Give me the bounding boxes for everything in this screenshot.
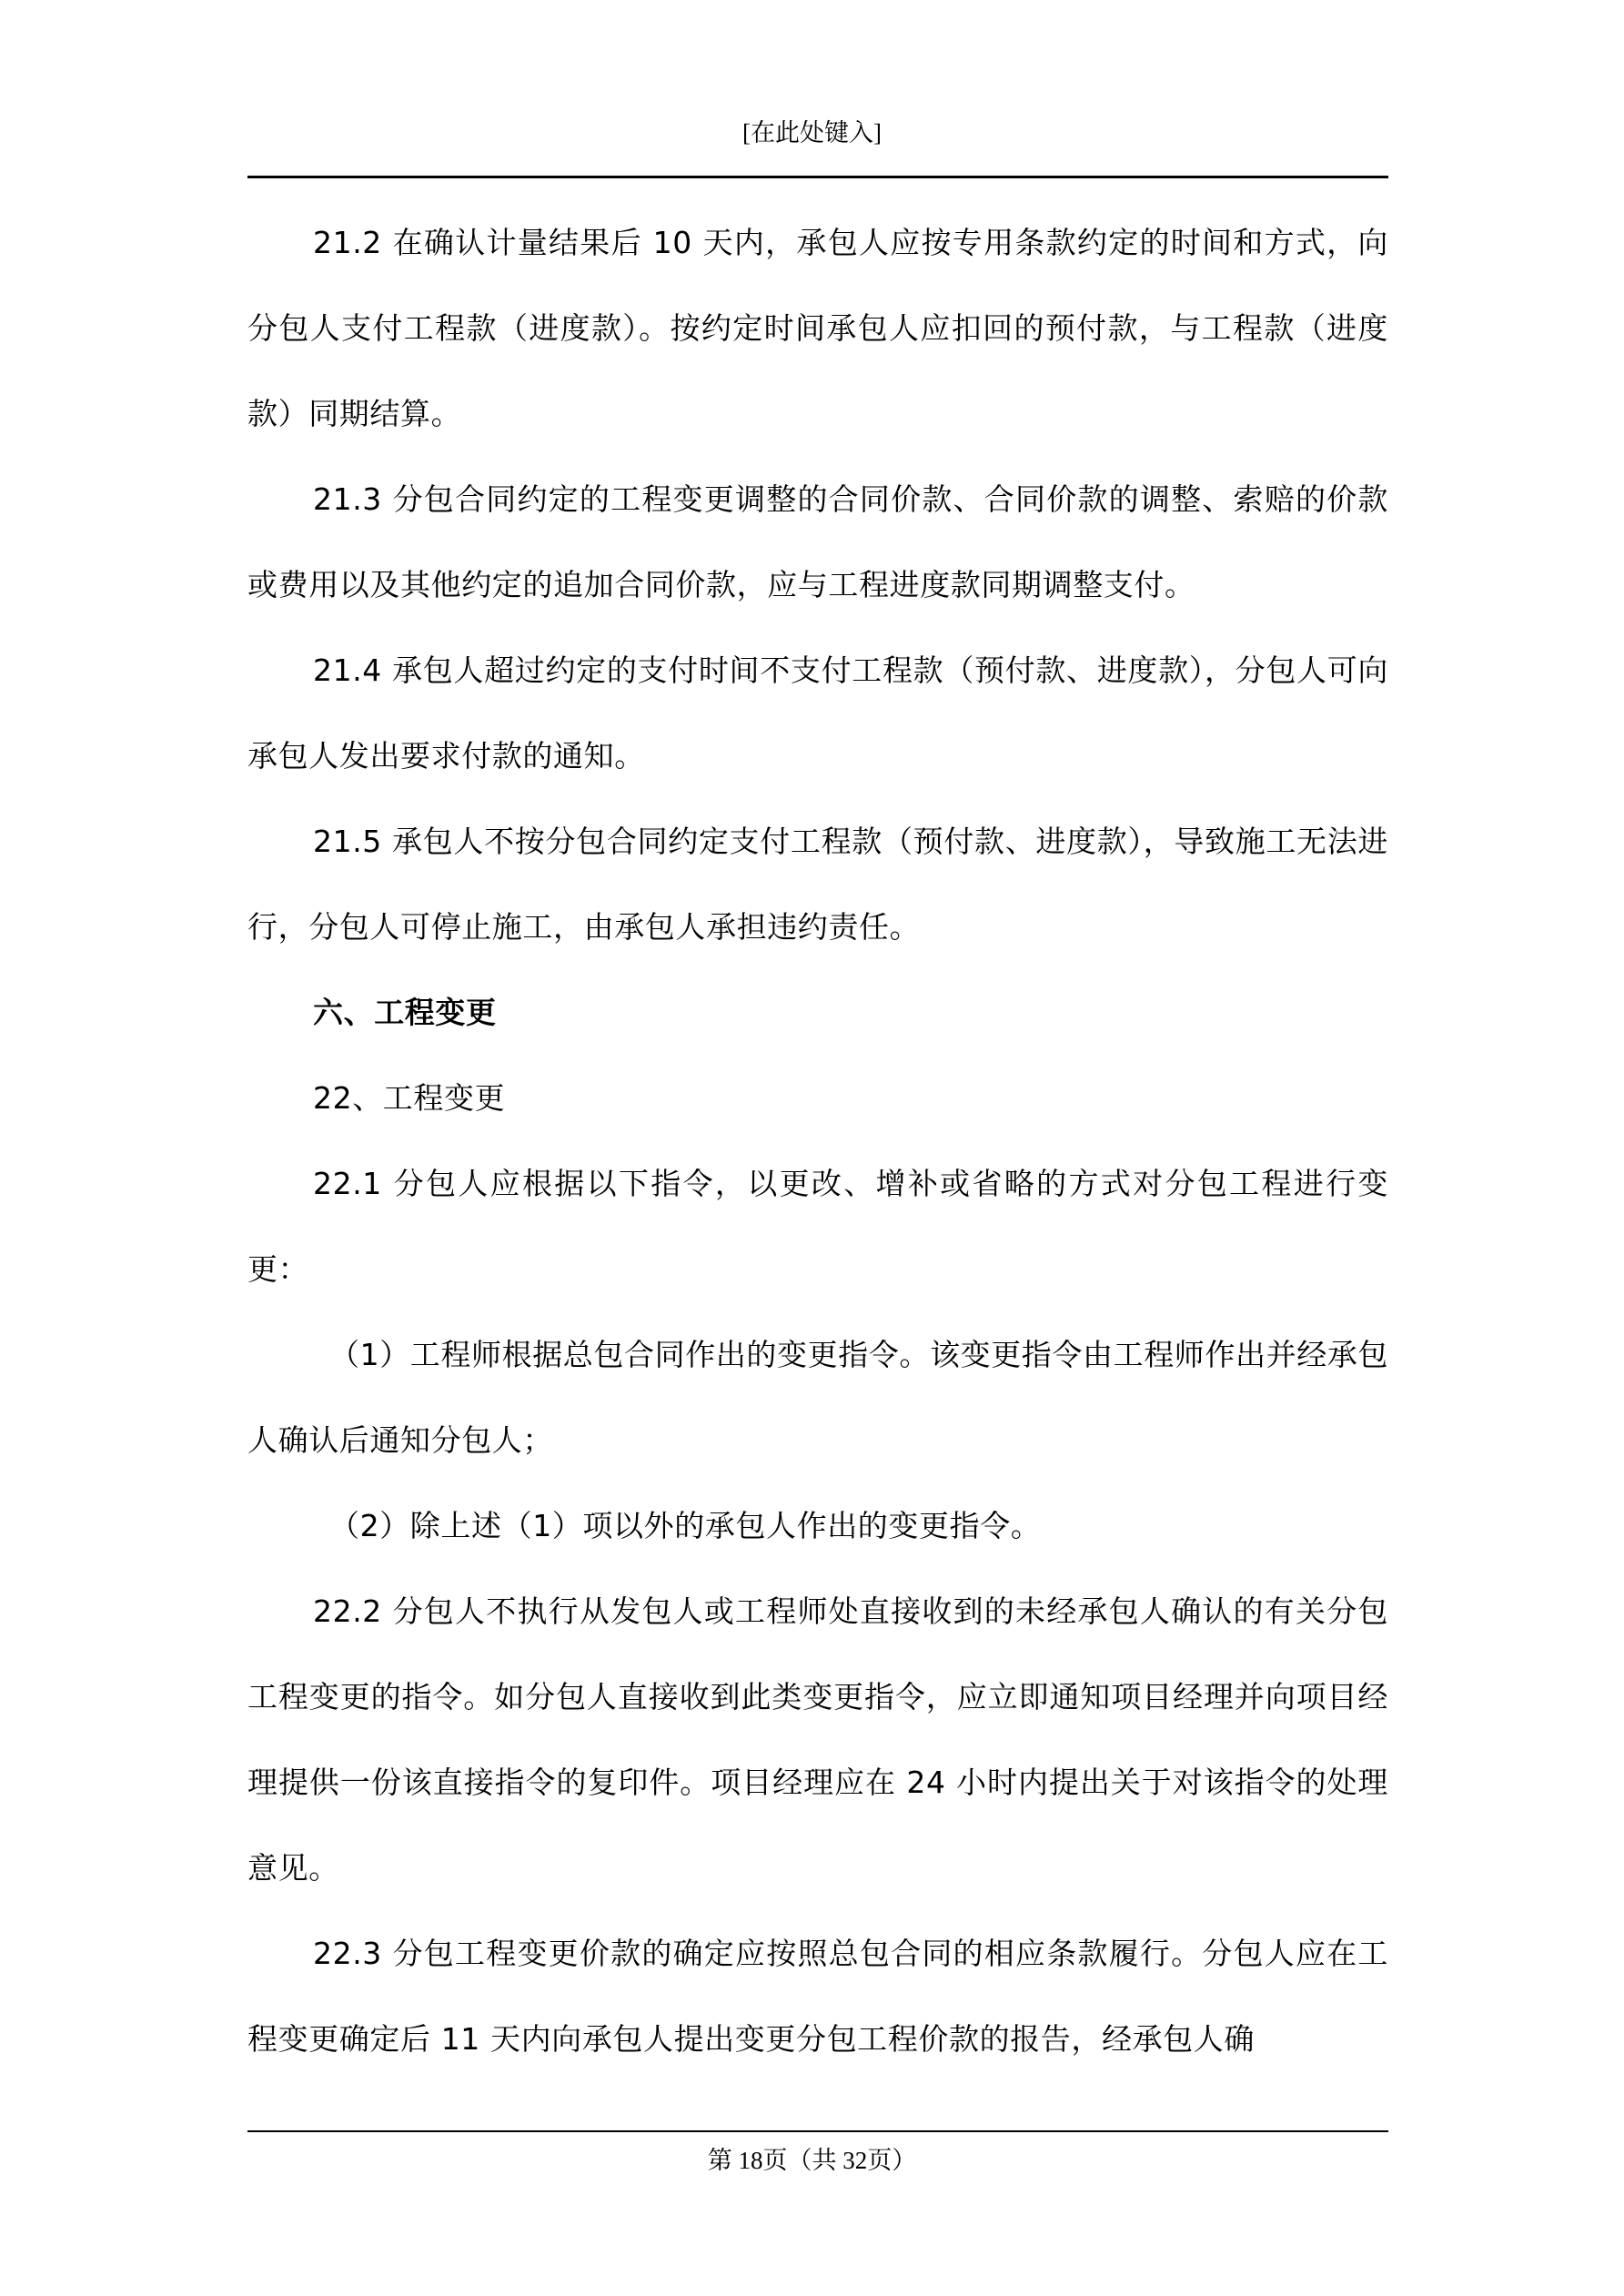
page-number: 第 18页（共 32页）: [707, 2147, 917, 2174]
footer-divider: [247, 2130, 1388, 2132]
list-item-2: （2）除上述（1）项以外的承包人作出的变更指令。: [329, 1508, 1042, 1543]
header-divider: [247, 176, 1388, 178]
paragraph-22-3: 22.3 分包工程变更价款的确定应按照总包合同的相应条款履行。分包人应在工程变更确定后 11 天内向承包人提出变更分包工程价款的报告，经承包人确: [247, 1936, 1388, 2057]
section-heading: 六、工程变更: [313, 995, 497, 1030]
paragraph-21-5: 21.5 承包人不按分包合同约定支付工程款（预付款、进度款），导致施工无法进行，分包人可停止施工，由承包人承担违约责任。: [247, 824, 1388, 945]
paragraph-21-3: 21.3 分包合同约定的工程变更调整的合同价款、合同价款的调整、索赔的价款或费用以及其他约定的追加合同价款，应与工程进度款同期调整支付。: [247, 481, 1388, 602]
clause-22-title: 22、工程变更: [313, 1080, 506, 1116]
paragraph-22-2: 22.2 分包人不执行从发包人或工程师处直接收到的未经承包人确认的有关分包工程变更的指令。如分包人直接收到此类变更指令，应立即通知项目经理并向项目经理提供一份该直接指令的复印件。项目经理应在 24 小时内提出关于对该指令的处理意见。: [247, 1593, 1388, 1886]
paragraph-22-1: 22.1 分包人应根据以下指令，以更改、增补或省略的方式对分包工程进行变更：: [247, 1166, 1388, 1287]
document-body: [247, 200, 1388, 2082]
list-item-1: （1）工程师根据总包合同作出的变更指令。该变更指令由工程师作出并经承包人确认后通知分包人；: [247, 1337, 1388, 1458]
page-header: [在此处键入]: [742, 119, 882, 147]
paragraph-21-4: 21.4 承包人超过约定的支付时间不支付工程款（预付款、进度款），分包人可向承包人发出要求付款的通知。: [247, 652, 1388, 774]
paragraph-21-2: 21.2 在确认计量结果后 10 天内，承包人应按专用条款约定的时间和方式，向分包人支付工程款（进度款）。按约定时间承包人应扣回的预付款，与工程款（进度款）同期结算。: [247, 225, 1388, 431]
